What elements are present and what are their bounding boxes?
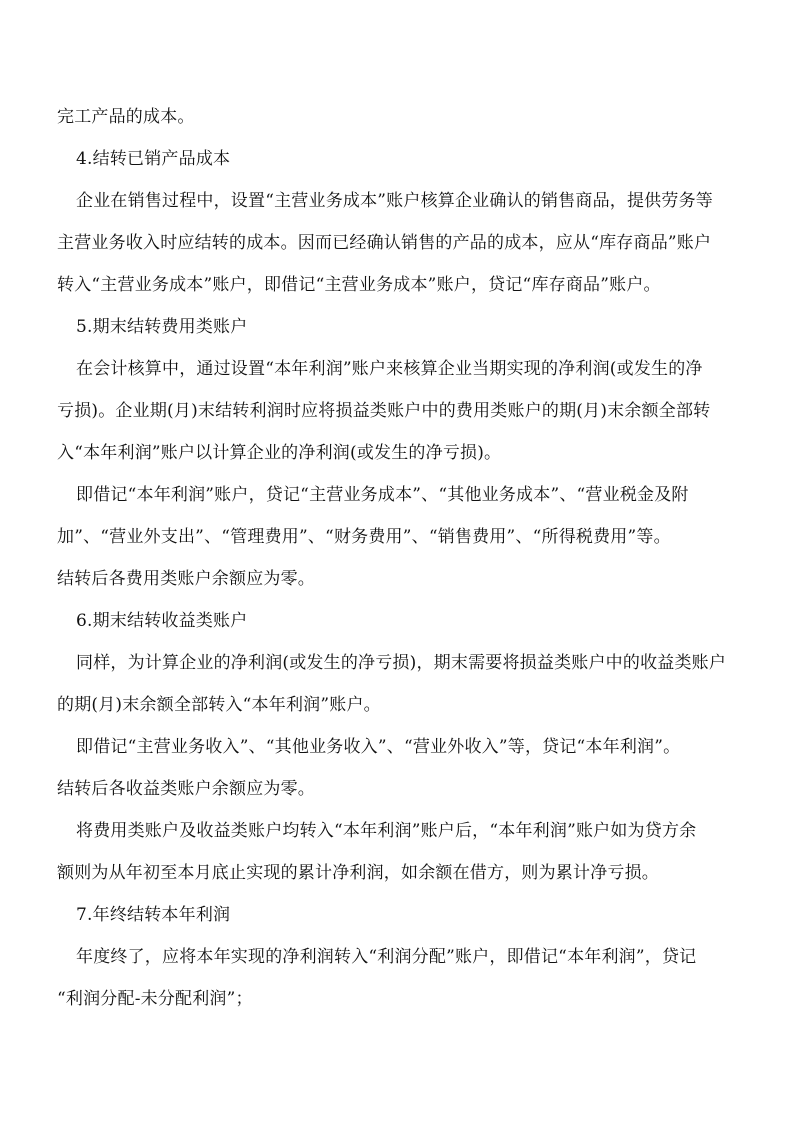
body-text-line: 结转后各收益类账户余额应为零。 <box>57 779 315 799</box>
body-text-line: 加”、“营业外支出”、“管理费用”、“财务费用”、“销售费用”、“所得税费用”等。 <box>57 527 671 547</box>
body-text-line: 即借记“主营业务收入”、“其他业务收入”、“营业外收入”等，贷记“本年利润”。 <box>76 737 681 757</box>
section-heading: 7.年终结转本年利润 <box>76 905 231 925</box>
section-heading: 6.期末结转收益类账户 <box>76 611 248 631</box>
body-text-line: 额则为从年初至本月底止实现的累计净利润，如余额在借方，则为累计净亏损。 <box>57 863 659 883</box>
body-text-line: 的期(月)末余额全部转入“本年利润”账户。 <box>57 695 381 715</box>
body-text-line: 完工产品的成本。 <box>57 107 195 127</box>
body-text-line: “利润分配-未分配利润”； <box>57 989 253 1009</box>
body-text-line: 主营业务收入时应结转的成本。因而已经确认销售的产品的成本，应从“库存商品”账户 <box>57 233 712 253</box>
section-heading: 5.期末结转费用类账户 <box>76 317 248 337</box>
body-text-line: 转入“主营业务成本”账户，即借记“主营业务成本”账户，贷记“库存商品”账户。 <box>57 275 661 295</box>
body-text-line: 结转后各费用类账户余额应为零。 <box>57 569 315 589</box>
body-text-line: 亏损)。企业期(月)末结转利润时应将损益类账户中的费用类账户的期(月)末余额全部转 <box>57 401 711 421</box>
body-text-line: 年度终了，应将本年实现的净利润转入“利润分配”账户，即借记“本年利润”，贷记 <box>76 947 697 967</box>
body-text-line: 同样，为计算企业的净利润(或发生的净亏损)，期末需要将损益类账户中的收益类账户 <box>76 653 727 673</box>
body-text-line: 企业在销售过程中，设置“主营业务成本”账户核算企业确认的销售商品，提供劳务等 <box>76 191 713 211</box>
section-heading: 4.结转已销产品成本 <box>76 149 231 169</box>
body-text-line: 入“本年利润”账户以计算企业的净利润(或发生的净亏损)。 <box>57 443 502 463</box>
body-text-line: 即借记“本年利润”账户，贷记“主营业务成本”、“其他业务成本”、“营业税金及附 <box>76 485 689 505</box>
body-text-line: 将费用类账户及收益类账户均转入“本年利润”账户后，“本年利润”账户如为贷方余 <box>76 821 697 841</box>
body-text-line: 在会计核算中，通过设置“本年利润”账户来核算企业当期实现的净利润(或发生的净 <box>76 359 703 379</box>
